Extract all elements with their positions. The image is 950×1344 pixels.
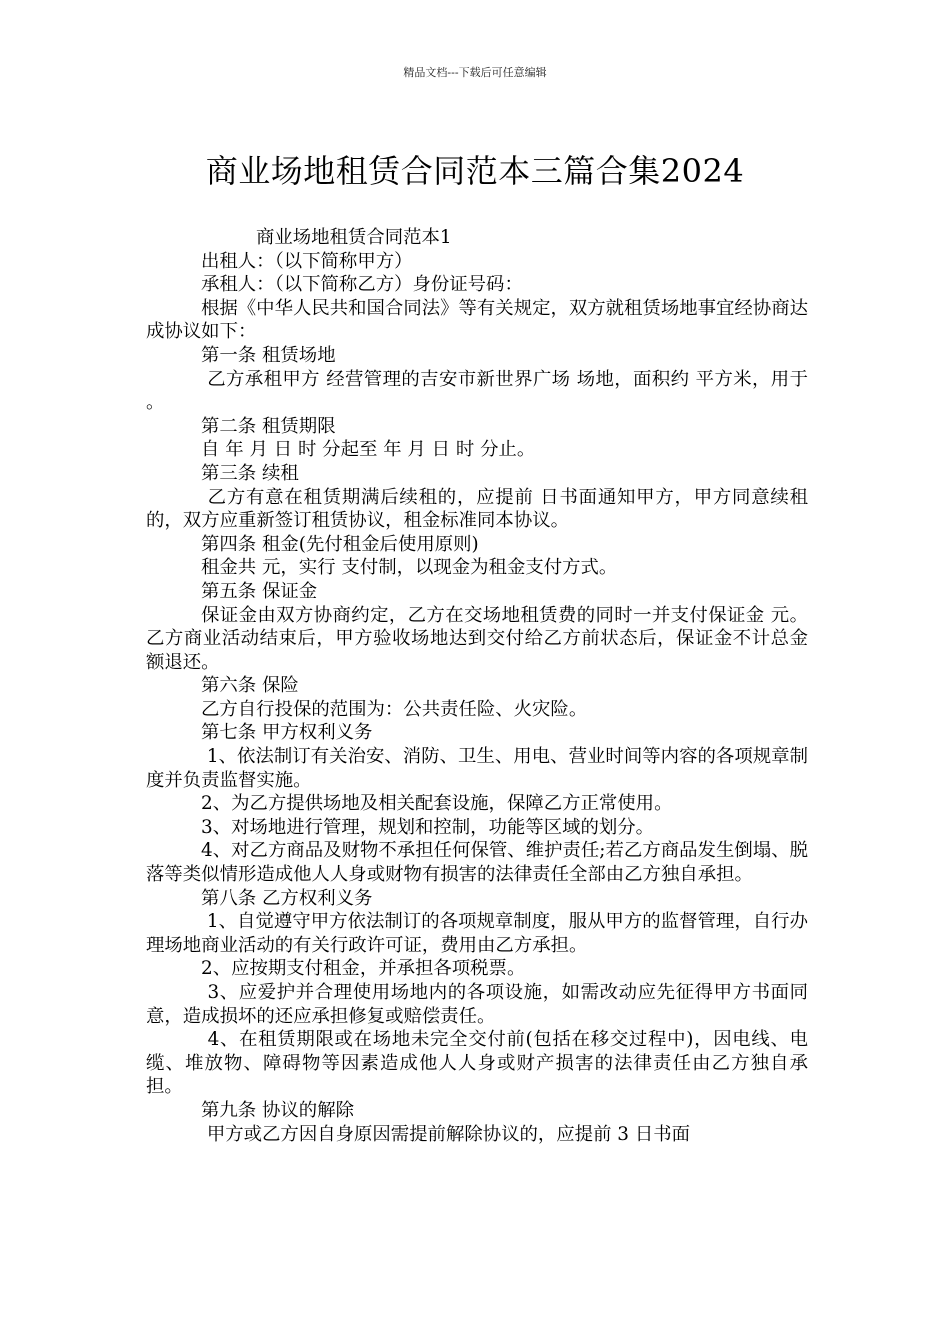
article-paragraph: 甲方或乙方因自身原因需提前解除协议的，应提前 3 日书面 [201,1123,691,1145]
article-paragraph: 乙方有意在租赁期满后续租的，应提前 日书面通知甲方，甲方同意续租的，双方应重新签订租赁协议，租金标准同本协议。 [146,486,808,532]
article-heading: 第一条 租赁场地 [201,344,336,366]
clause-paragraph: 3、对场地进行管理，规划和控制，功能等区域的划分。 [201,816,655,838]
article-heading: 第九条 协议的解除 [201,1099,354,1121]
article-heading: 第三条 续租 [201,462,299,484]
article-heading: 第八条 乙方权利义务 [201,887,373,909]
article-heading: 第七条 甲方权利义务 [201,722,373,744]
contract-body [146,226,814,1146]
article-heading: 第四条 租金(先付租金后使用原则) [201,533,479,555]
article-paragraph: 乙方承租甲方 经营管理的吉安市新世界广场 场地，面积约 平方米，用于 。 [146,368,814,414]
article-heading: 第六条 保险 [201,675,299,697]
clause-paragraph: 4、对乙方商品及财物不承担任何保管、维护责任;若乙方商品发生倒塌、脱落等类似情形造成他人人身或财物有损害的法律责任全部由乙方独自承担。 [146,840,808,886]
clause-paragraph: 4、在租赁期限或在场地未完全交付前(包括在移交过程中)，因电线、电缆、堆放物、障碍物等因素造成他人人身或财产损害的法律责任由乙方独自承担。 [146,1029,808,1098]
preamble-paragraph: 根据《中华人民共和国合同法》等有关规定，双方就租赁场地事宜经协商达成协议如下： [146,297,808,343]
article-paragraph: 乙方自行投保的范围为：公共责任险、火灾险。 [201,698,588,720]
clause-paragraph: 2、应按期支付租金，并承担各项税票。 [201,958,526,980]
article-paragraph: 保证金由双方协商约定，乙方在交场地租赁费的同时一并支付保证金 元。乙方商业活动结束后，甲方验收场地达到交付给乙方前状态后，保证金不计总金额退还。 [146,604,808,673]
article-paragraph: 自 年 月 日 时 分起至 年 月 日 时 分止。 [201,439,536,461]
clause-paragraph: 1、自觉遵守甲方依法制订的各项规章制度，服从甲方的监督管理，自行办理场地商业活动的有关行政许可证，费用由乙方承担。 [146,911,808,956]
article-heading: 第五条 保证金 [201,580,318,602]
article-heading: 第二条 租赁期限 [201,415,336,437]
clause-paragraph: 2、为乙方提供场地及相关配套设施，保障乙方正常使用。 [201,793,673,815]
header-note: 精品文档---下载后可任意编辑 [403,66,547,79]
article-paragraph: 租金共 元，实行 支付制，以现金为租金支付方式。 [201,557,618,579]
lessee-line: 承租人：（以下简称乙方）身份证号码： [201,274,523,296]
document-title: 商业场地租赁合同范本三篇合集2024 [205,152,745,191]
lessor-line: 出租人：（以下简称甲方） [201,250,413,272]
contract-subtitle: 商业场地租赁合同范本1 [256,227,452,248]
clause-paragraph: 1、依法制订有关治安、消防、卫生、用电、营业时间等内容的各项规章制度并负责监督实施。 [146,746,808,791]
clause-paragraph: 3、应爱护并合理使用场地内的各项设施，如需改动应先征得甲方书面同意，造成损坏的还应承担修复或赔偿责任。 [146,982,808,1027]
